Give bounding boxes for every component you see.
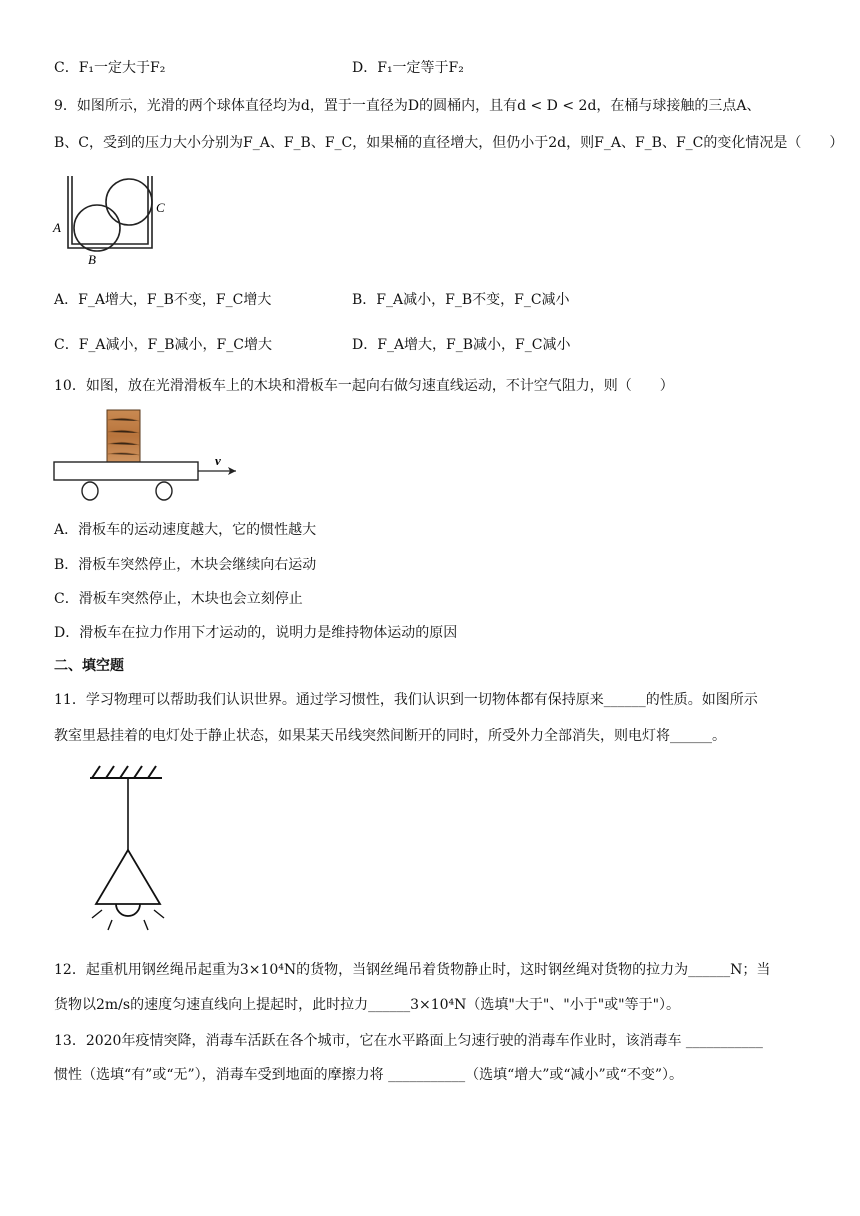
label-c: C [156,200,165,215]
section-heading: 二、填空题 [54,658,124,674]
q9-option-c: C．F_A减小，F_B减小，F_C增大 [54,337,272,353]
lampshade [96,850,160,904]
wheel-right [156,482,172,500]
q11-stem-line1: 11．学习物理可以帮助我们认识世界。通过学习惯性，我们认识到一切物体都有保持原来______的性质。如图所示 [54,692,758,708]
q10-stem: 10．如图，放在光滑滑板车上的木块和滑板车一起向右做匀速直线运动，不计空气阻力，则（ ） [54,378,674,394]
q13-stem-line2: 惯性（选填“有”或“无”），消毒车受到地面的摩擦力将 ___________（选填“增大”或“减小”或“不变”）。 [54,1067,684,1083]
bulb [116,904,140,916]
q12-stem-line2: 货物以2m/s的速度匀速直线向上提起时，此时拉力______3×10⁴N（选填"大于"、"小于"或"等于"）。 [54,997,681,1013]
q10-option-c: C．滑板车突然停止，木块也会立刻停止 [54,591,303,607]
q10-option-a: A．滑板车的运动速度越大，它的惯性越大 [54,522,317,538]
q11-stem-line2: 教室里悬挂着的电灯处于静止状态，如果某天吊线突然间断开的同时，所受外力全部消失，则电灯将______。 [54,728,726,744]
q10-option-b: B．滑板车突然停止，木块会继续向右运动 [54,557,317,573]
light-rays [92,910,164,930]
q9-figure [50,172,170,268]
q9-option-a: A．F_A增大，F_B不变，F_C增大 [54,292,272,308]
q10-option-d: D．滑板车在拉力作用下才运动的，说明力是维持物体运动的原因 [54,625,458,641]
q11-lamp-figure [84,762,174,942]
q10-figure [50,408,250,504]
label-a: A [53,220,61,235]
skateboard-deck [54,462,198,480]
q9-option-d: D．F_A增大，F_B减小，F_C减小 [352,337,571,353]
ball-upper [106,179,152,225]
q8-option-c: C．F₁一定大于F₂ [54,60,166,76]
label-b: B [88,252,96,267]
q12-stem-line1: 12．起重机用钢丝绳吊起重为3×10⁴N的货物，当钢丝绳吊着货物静止时，这时钢丝绳对货物的拉力为______N；当 [54,962,771,978]
velocity-label: v [215,453,221,468]
q9-option-b: B．F_A减小，F_B不变，F_C减小 [352,292,570,308]
q8-option-d: D．F₁一定等于F₂ [352,60,464,76]
q13-stem-line1: 13．2020年疫情突降，消毒车活跃在各个城市，它在水平路面上匀速行驶的消毒车作业时，该消毒车 ___________ [54,1033,763,1049]
q9-stem-line2: B、C，受到的压力大小分别为F_A、F_B、F_C，如果桶的直径增大，但仍小于2d，则F_A、F_B、F_C的变化情况是（ ） [54,135,844,151]
q9-stem-line1: 9．如图所示，光滑的两个球体直径均为d，置于一直径为D的圆桶内，且有d < D < 2d，在桶与球接触的三点A、 [54,98,761,114]
wheel-left [82,482,98,500]
